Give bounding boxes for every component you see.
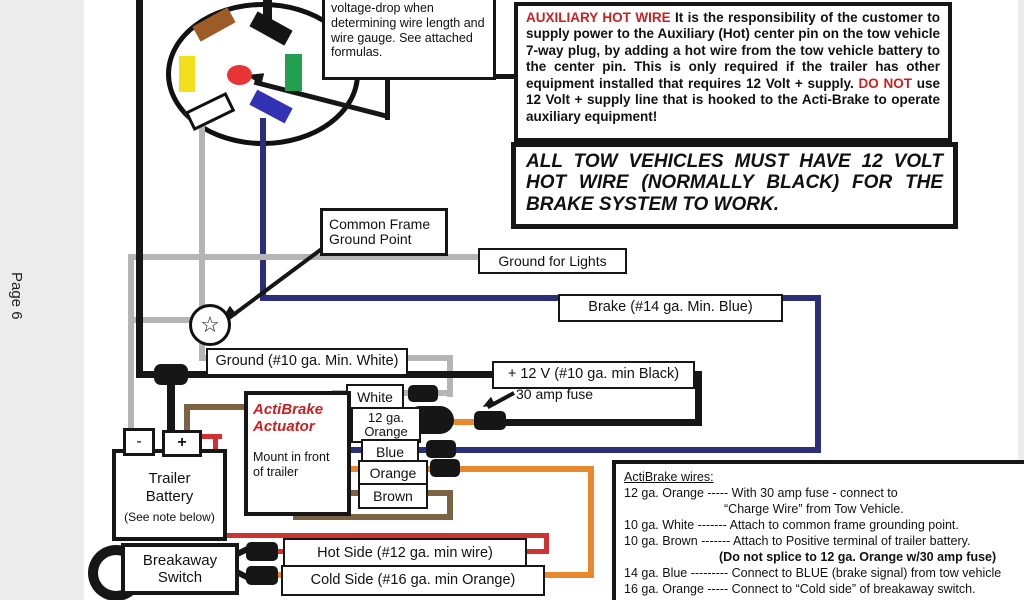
common-frame-ground-text: Common Frame Ground Point [329,216,431,247]
battery-title: Trailer Battery [145,470,194,506]
connector-blue-wire [426,440,456,458]
ground-star-icon [189,304,231,346]
callout-brake-blue [558,294,783,322]
plus-12v-text: + 12 V (#10 ga. min Black) [507,366,680,383]
ground-for-lights-text: Ground for Lights [498,252,607,269]
connector-orange-wire [430,459,460,477]
actuator-name: ActiBrake Actuator [253,401,324,436]
black-wire-junction [154,364,188,385]
notes-line-brown: 10 ga. Brown ------- Attach to Positive terminal of trailer battery. [624,534,971,548]
connector-white-wire [408,385,438,402]
callout-common-frame-ground [320,208,448,256]
aux-hot-wire-warning [514,2,952,142]
wire-brake-blue-from-plug [260,118,266,300]
aux-warning-paragraph [526,10,940,125]
notes-line-no-splice: (Do not splice to 12 ga. Orange w/30 amp fuse) [719,550,997,564]
aux-warning-heading: AUXILIARY HOT WIRE [526,10,671,25]
breakaway-switch-box [121,543,239,595]
ground-white-text: Ground (#10 ga. Min. White) [215,353,399,370]
label-12ga-orange-wire [351,407,421,443]
notes-line-blue: 14 ga. Blue --------- Connect to BLUE (brake signal) from tow vehicle [624,566,1002,580]
battery-minus-terminal [123,428,155,456]
fuse-30amp-label: 30 amp fuse [516,386,594,402]
wire-black-hook-down [695,371,702,426]
voltage-drop-note-text: voltage-drop when determining wire length and wire gauge. See attached formulas. [331,1,485,60]
orange-12ga-text: 12 ga. Orange [364,410,408,439]
brake-callout-text: Brake (#14 ga. Min. Blue) [588,299,753,316]
battery-note: (See note below) [124,510,215,525]
plug-pin-yellow [179,56,195,92]
callout-ground-for-lights [478,248,627,274]
connector-hot-side [246,542,278,561]
plus-sign: + [177,434,187,452]
aux-warning-body2: use 12 Volt + supply line that is hooked to the Acti-Brake to operate auxiliary equipment! [526,75,941,124]
wire-black-main-vertical [136,0,143,376]
wire-black-to-battery-plus [167,385,175,435]
tow-vehicle-warning-text: ALL TOW VEHICLES MUST HAVE 12 VOLT HOT WIRE (NORMALLY BLACK) FOR THE BRAKE SYSTEM TO WORK. [526,151,943,215]
callout-cold-side [281,565,545,596]
aux-warning-body1: It is the responsibility of the customer to supply power to the Auxiliary (Hot) center pin on the tow vehicle 7-way plug, by adding a hot wire from the tow vehicle battery to the center pin. This is only required if the trailer has other equipment installed that requires 12 Volt + supply. [526,10,940,91]
wire-orange-coldside-right [540,572,594,578]
cold-side-text: Cold Side (#16 ga. min Orange) [310,571,516,588]
callout-ground-white [206,348,408,376]
wire-orange-down [588,466,594,578]
callout-plus-12v [492,361,695,389]
wire-black-to-fuse [500,419,700,426]
wire-brake-blue-right-vertical [815,295,821,453]
ground-star-glyph: ☆ [200,312,220,337]
tow-vehicle-warning [511,142,958,229]
voltage-drop-note [322,0,496,80]
actibrake-wires-notes-box [612,460,1024,600]
connector-cold-side [246,566,278,585]
notes-line-charge-wire: “Charge Wire” from Tow Vehicle. [724,502,904,516]
trailer-battery-box [112,449,227,541]
wire-white-to-battery-minus [128,254,134,434]
blue-wire-text: Blue [375,443,405,460]
notes-heading: ActiBrake wires: [624,470,714,484]
connector-charge-wire [474,411,506,430]
notes-line-orange16: 16 ga. Orange ----- Connect to “Cold side” of breakaway switch. [624,582,976,596]
notes-line-orange12: 12 ga. Orange ----- With 30 amp fuse - connect to [624,486,898,500]
plug-pin-green [285,54,302,91]
label-brown-wire [358,483,428,509]
page-number: Page 6 [8,272,25,320]
fuse-arrowhead [480,397,495,411]
minus-sign: - [136,432,142,450]
hot-side-text: Hot Side (#12 ga. min wire) [317,544,493,561]
wire-brown-to-label [424,490,453,496]
battery-plus-terminal [162,430,202,457]
actibrake-actuator-box [244,391,351,516]
brown-wire-text: Brown [373,487,413,504]
notes-line-white: 10 ga. White ------- Attach to common frame grounding point. [624,518,959,532]
breakaway-switch-text: Breakaway Switch [142,551,218,586]
white-wire-text: White [357,389,393,406]
actuator-mount-note: Mount in front of trailer [253,449,330,479]
orange-wire-text: Orange [369,464,417,481]
plug-pin-center-red [227,65,252,85]
aux-warning-do-not: DO NOT [858,75,913,91]
